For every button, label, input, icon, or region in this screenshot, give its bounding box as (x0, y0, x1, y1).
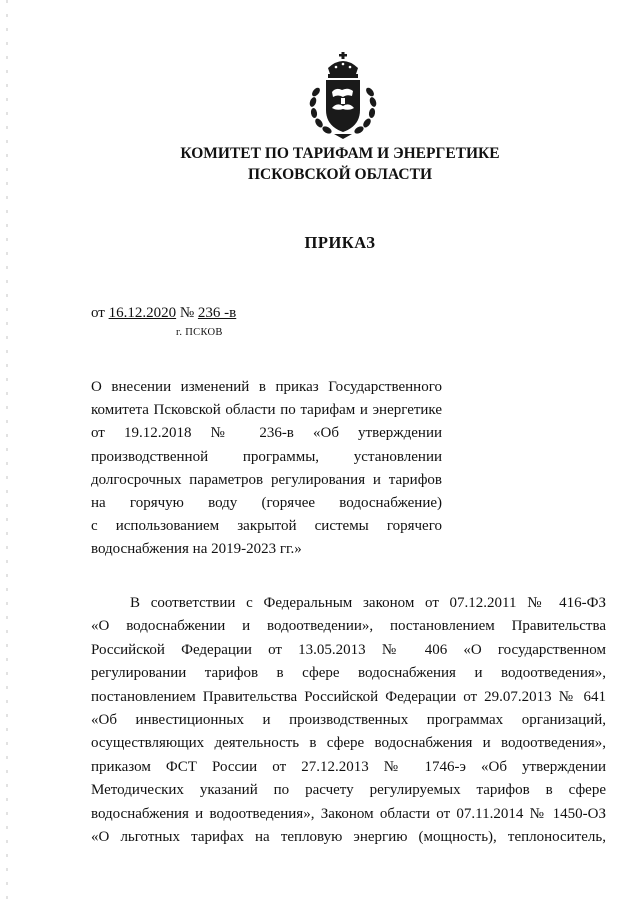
body-line: Методических указаний по расчету регулируемых тарифов в сфере (91, 782, 606, 799)
body-line: осуществляющих деятельность в сфере водоснабжения и водоотведения», (91, 735, 606, 752)
subject-line: с использованием закрытой системы горячего (91, 518, 442, 535)
order-date-number (91, 305, 236, 322)
body-line: регулировании тарифов в сфере водоснабжения и водоотведения», (91, 665, 606, 682)
organization-title-line1: КОМИТЕТ ПО ТАРИФАМ И ЭНЕРГЕТИКЕ (180, 145, 500, 162)
organization-title-line2: ПСКОВСКОЙ ОБЛАСТИ (247, 166, 432, 183)
body-line: «О водоснабжении и водоотведении», постановлением Правительства (91, 618, 606, 635)
subject-line: водоснабжения на 2019-2023 гг.» (91, 541, 302, 558)
order-number: 236 -в (197, 305, 237, 321)
order-date: 16.12.2020 (108, 305, 177, 321)
body-line: В соответствии с Федеральным законом от 07.12.2011 № 416-ФЗ (130, 595, 606, 611)
order-prefix: от (91, 305, 105, 321)
coat-of-arms-emblem (306, 52, 380, 140)
organization-title (90, 143, 590, 185)
body-line: приказом ФСТ России от 27.12.2013 № 1746-э «Об утверждении (91, 758, 606, 775)
order-number-sign: № (179, 305, 195, 321)
body-line: «Об инвестиционных и производственных программах организаций, (91, 711, 606, 728)
order-city: г. ПСКОВ (176, 327, 223, 338)
body-line: Российской Федерации от 13.05.2013 № 406 «О государственном (91, 641, 606, 658)
body-line: водоснабжения и водоотведения», Законом области от 07.11.2014 № 1450-ОЗ (91, 805, 606, 822)
document-type-heading: ПРИКАЗ (304, 233, 376, 252)
order-body-paragraph (91, 592, 606, 849)
order-subject (91, 376, 442, 562)
scan-edge-artifact (6, 0, 8, 905)
subject-line: О внесении изменений в приказ Государственного (91, 379, 442, 395)
subject-line: на горячую воду (горячее водоснабжение) (91, 494, 442, 511)
subject-line: производственной программы, установлении (91, 448, 442, 465)
body-line: постановлением Правительства Российской Федерации от 29.07.2013 № 641 (91, 688, 606, 705)
subject-line: комитета Псковской области по тарифам и энергетике (91, 402, 442, 419)
body-line: «О льготных тарифах на тепловую энергию (мощность), теплоноситель, (91, 828, 606, 845)
subject-line: от 19.12.2018 № 236-в «Об утверждении (91, 425, 442, 442)
subject-line: долгосрочных параметров регулирования и тарифов (91, 471, 442, 488)
